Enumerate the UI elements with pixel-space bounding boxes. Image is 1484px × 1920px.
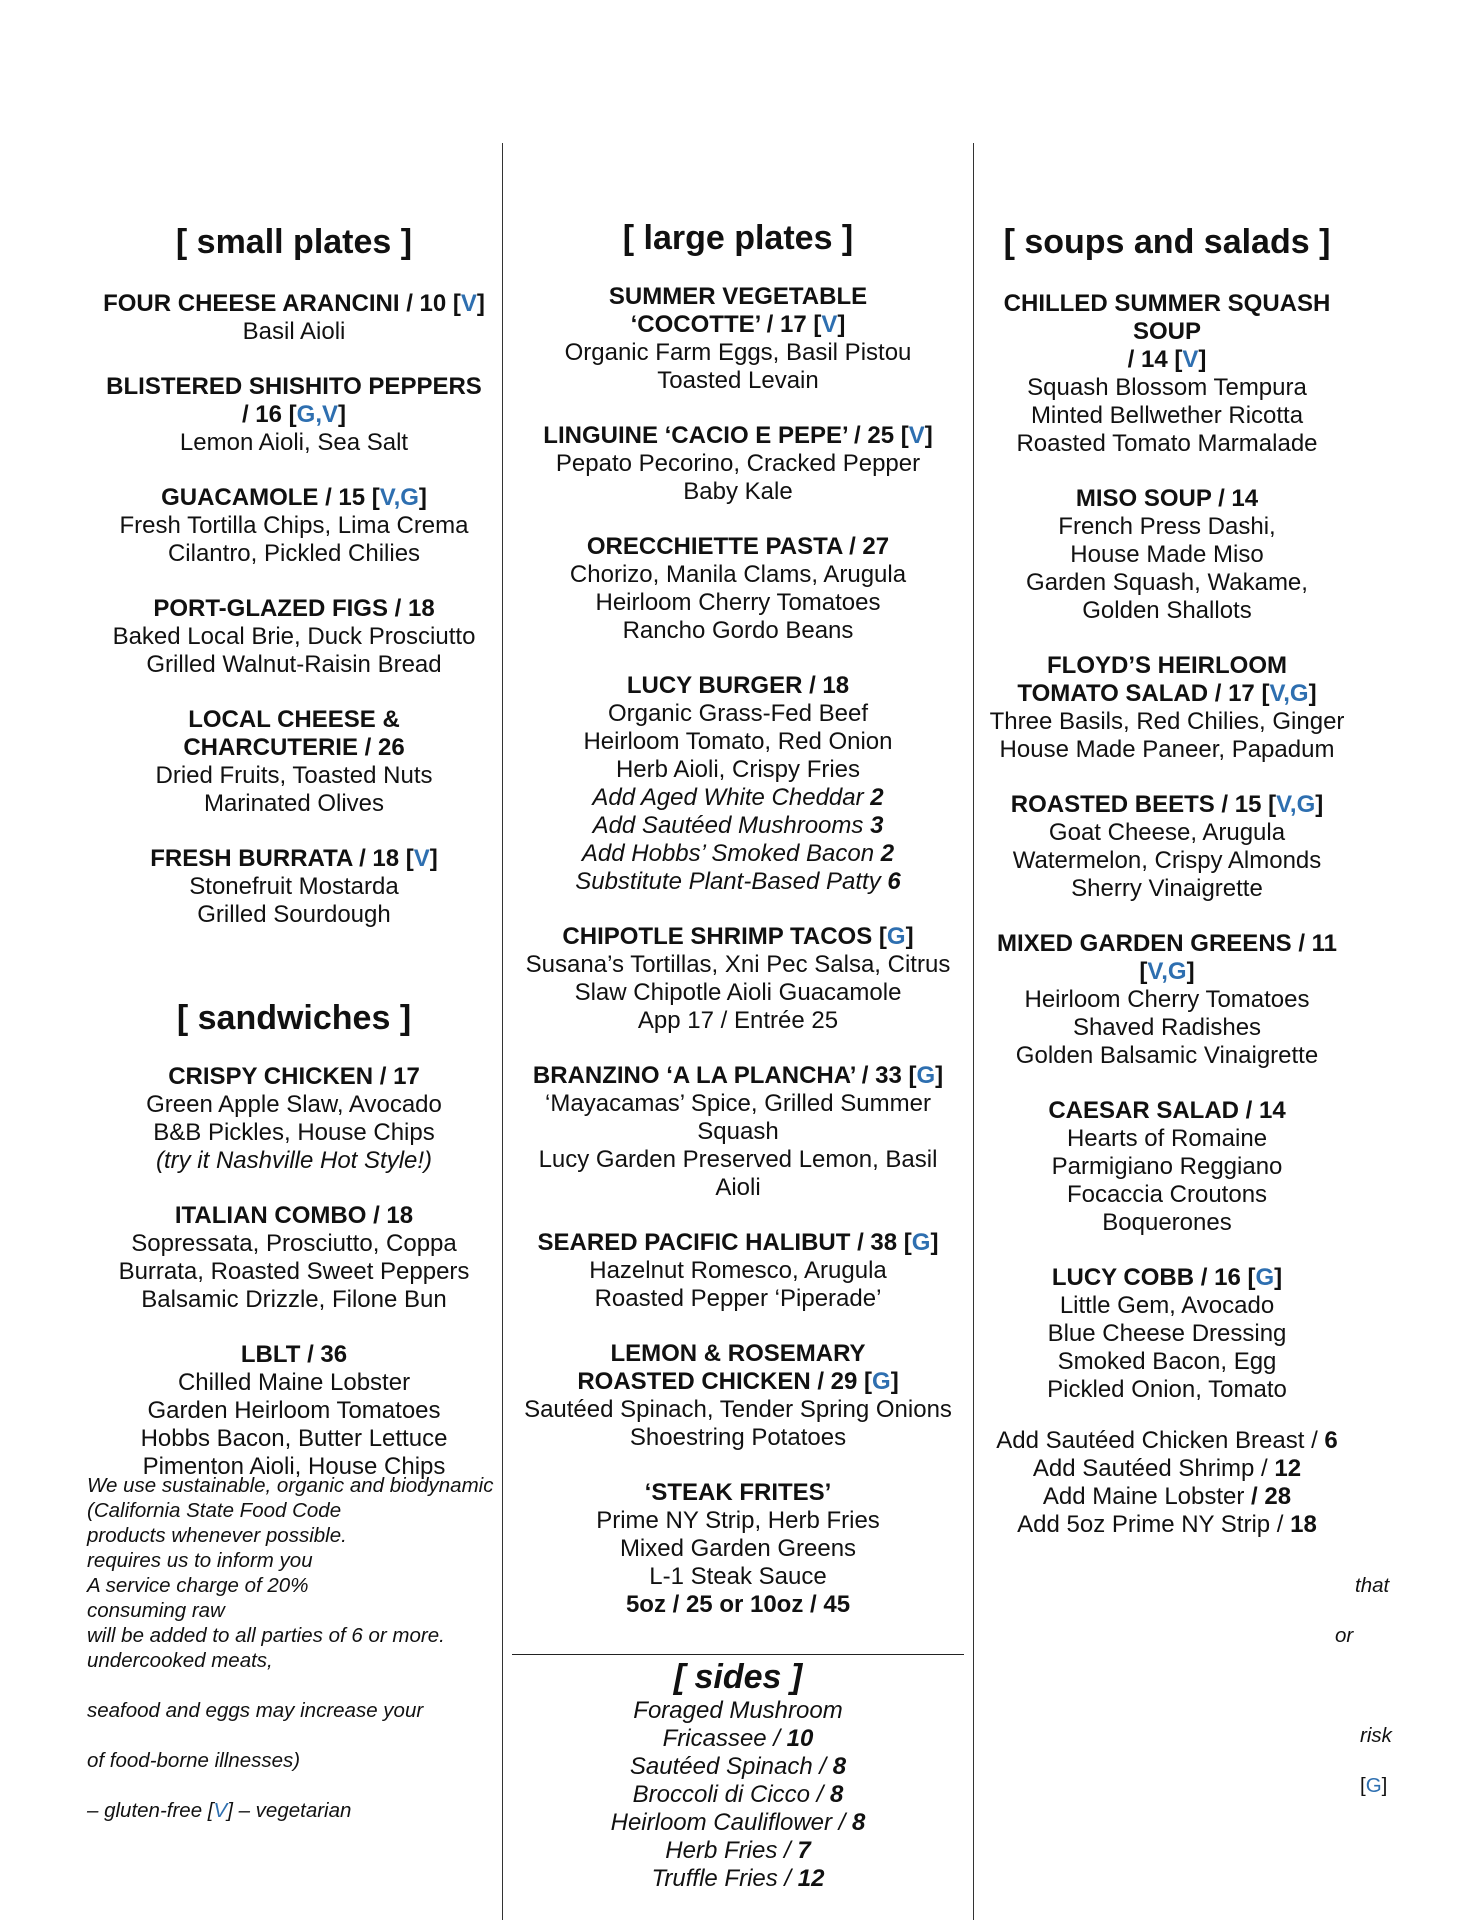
menu-item-description: Grilled Walnut-Raisin Bread xyxy=(146,651,442,678)
menu-item-name-text: FOUR CHEESE ARANCINI / 10 [ xyxy=(103,290,461,317)
menu-item-description: Rancho Gordo Beans xyxy=(622,617,854,644)
menu-item-description: Herb Aioli, Crispy Fries xyxy=(615,756,861,783)
menu-item-description: Sherry Vinaigrette xyxy=(1071,875,1263,902)
addon-price: 6 xyxy=(887,868,901,895)
side-item-price: 12 xyxy=(797,1865,825,1892)
salad-addon-price: 6 xyxy=(1324,1427,1338,1454)
side-item-text: Broccoli di Cicco / xyxy=(632,1781,831,1808)
gluten-close-bracket: ] xyxy=(1381,1774,1388,1797)
menu-item-description: Pimenton Aioli, House Chips xyxy=(142,1453,446,1480)
menu-item-name xyxy=(980,1264,1354,1292)
footnote-line: seafood and eggs may increase your xyxy=(87,1699,424,1722)
menu-item-name-text: LUCY COBB / 16 [ xyxy=(1051,1264,1256,1291)
footnote xyxy=(87,1473,493,1823)
menu-item-description: Squash Blossom Tempura xyxy=(1027,374,1307,401)
menu-item-name xyxy=(90,734,498,762)
menu-item-name xyxy=(980,930,1354,958)
menu-item-description: ‘Mayacamas’ Spice, Grilled Summer xyxy=(545,1090,931,1117)
menu-item-name-text: CRISPY CHICKEN / 17 xyxy=(168,1063,420,1090)
dietary-tag-close: ] xyxy=(429,845,438,872)
menu-item-name xyxy=(512,422,964,450)
side-item xyxy=(512,1753,964,1781)
menu-item xyxy=(512,422,964,506)
soups-salads-heading: [ soups and salads ] xyxy=(1003,223,1331,261)
menu-item-name xyxy=(512,311,964,339)
menu-item-description: Grilled Sourdough xyxy=(197,901,391,928)
menu-item-name xyxy=(90,706,498,734)
menu-item-name xyxy=(90,1202,498,1230)
menu-item-description: Pickled Onion, Tomato xyxy=(1047,1376,1287,1403)
menu-item-description: Chorizo, Manila Clams, Arugula xyxy=(569,561,907,588)
menu-item-description: Parmigiano Reggiano xyxy=(1051,1153,1283,1180)
dietary-tag: G xyxy=(911,1229,931,1256)
addon-price: 3 xyxy=(870,812,884,839)
menu-item-name xyxy=(980,290,1354,318)
menu-item-description: Burrata, Roasted Sweet Peppers xyxy=(118,1258,470,1285)
menu-item-name xyxy=(512,1340,964,1368)
menu-item-name-text: FRESH BURRATA / 18 [ xyxy=(150,845,414,872)
dietary-tag-close: ] xyxy=(890,1368,899,1395)
dietary-tag-close: ] xyxy=(924,422,933,449)
menu-item-name xyxy=(980,318,1354,346)
menu-item-name-text: SOUP xyxy=(1132,318,1201,345)
menu-item-name xyxy=(980,346,1354,374)
footnote-right-risk: risk xyxy=(1360,1724,1392,1747)
menu-item-name xyxy=(980,680,1354,708)
menu-item-name-text: MISO SOUP / 14 xyxy=(1075,485,1259,512)
footnote-right-gluten-tag xyxy=(1360,1774,1387,1798)
sides-divider xyxy=(512,1654,964,1655)
salad-addon-text: Add Sautéed Shrimp / xyxy=(1032,1455,1275,1482)
salad-addon xyxy=(980,1511,1354,1539)
footnote-line: requires us to inform you xyxy=(87,1549,313,1572)
menu-item-description: Organic Grass-Fed Beef xyxy=(607,700,869,727)
menu-item xyxy=(980,652,1354,764)
side-item xyxy=(512,1697,964,1725)
menu-item-name-text: ITALIAN COMBO / 18 xyxy=(174,1202,414,1229)
dietary-tag: V xyxy=(821,311,838,338)
salad-addon xyxy=(980,1483,1354,1511)
addon-price: 2 xyxy=(870,784,884,811)
menu-item-description: Hobbs Bacon, Butter Lettuce xyxy=(140,1425,448,1452)
footnote-line: We use sustainable, organic and biodynamic xyxy=(87,1474,494,1497)
salad-addon-price: 18 xyxy=(1290,1511,1317,1538)
footnote-line xyxy=(87,1673,493,1698)
menu-item-description: Heirloom Tomato, Red Onion xyxy=(583,728,893,755)
side-item-price: 8 xyxy=(852,1809,866,1836)
side-item-text: Sautéed Spinach / xyxy=(629,1753,833,1780)
menu-item-name-text: ‘STEAK FRITES’ xyxy=(644,1479,832,1506)
menu-item xyxy=(980,1264,1354,1404)
large-plates-list xyxy=(512,283,964,1619)
menu-item-description: House Made Miso xyxy=(1070,541,1264,568)
dietary-tag: V,G xyxy=(1276,791,1316,818)
sides-heading: [ sides ] xyxy=(673,1658,803,1696)
addon-text: Add Sautéed Mushrooms xyxy=(592,812,871,839)
legend-vegetarian-tag: V xyxy=(213,1799,228,1822)
menu-item-description: Stonefruit Mostarda xyxy=(189,873,399,900)
menu-item-description: Heirloom Cherry Tomatoes xyxy=(595,589,881,616)
menu-item-name-text: ORECCHIETTE PASTA / 27 xyxy=(586,533,890,560)
menu-item-description: Marinated Olives xyxy=(203,790,385,817)
small-plates-list xyxy=(90,290,498,929)
menu-item xyxy=(512,1062,964,1202)
menu-item-name-text: [ xyxy=(1139,958,1148,985)
side-item-price: 10 xyxy=(786,1725,814,1752)
menu-item-name xyxy=(512,1479,964,1507)
menu-item-name xyxy=(90,1341,498,1369)
menu-item-description: Green Apple Slaw, Avocado xyxy=(146,1091,442,1118)
menu-item-description: Mixed Garden Greens xyxy=(619,1535,857,1562)
salad-addon-text: Add 5oz Prime NY Strip / xyxy=(1017,1511,1291,1538)
dietary-tag-close: ] xyxy=(837,311,846,338)
dietary-tag-close: ] xyxy=(905,923,914,950)
menu-item-name-text: LUCY BURGER / 18 xyxy=(626,672,850,699)
menu-item-description: Lemon Aioli, Sea Salt xyxy=(179,429,409,456)
salad-addons xyxy=(980,1427,1354,1539)
menu-item-description: Blue Cheese Dressing xyxy=(1047,1320,1287,1347)
menu-item-name-text: FLOYD’S HEIRLOOM xyxy=(1047,652,1287,679)
menu-item xyxy=(512,1229,964,1313)
footnote-line xyxy=(87,1773,493,1798)
menu-item-description: App 17 / Entrée 25 xyxy=(637,1007,839,1034)
menu-item-note: (try it Nashville Hot Style!) xyxy=(155,1147,433,1174)
soups-salads-column xyxy=(980,222,1354,1539)
menu-item-name xyxy=(980,485,1354,513)
dietary-tag: G xyxy=(916,1062,936,1089)
side-item xyxy=(512,1725,964,1753)
gluten-open-bracket: [ xyxy=(1360,1774,1366,1797)
menu-item-name-text: BRANZINO ‘A LA PLANCHA’ / 33 [ xyxy=(532,1062,917,1089)
menu-item xyxy=(980,1097,1354,1237)
menu-item-description: Boquerones xyxy=(1102,1209,1232,1236)
menu-item xyxy=(90,1202,498,1314)
dietary-tag: G xyxy=(872,1368,891,1395)
menu-item-description: Pepato Pecorino, Cracked Pepper xyxy=(555,450,921,477)
legend-suffix: ] – vegetarian xyxy=(227,1799,352,1822)
addon-text: Add Hobbs’ Smoked Bacon xyxy=(581,840,881,867)
menu-item-description: Focaccia Croutons xyxy=(1066,1181,1268,1208)
small-plates-column xyxy=(90,222,498,956)
menu-item-name-text: CHILLED SUMMER SQUASH xyxy=(1003,290,1331,317)
dietary-tag: V xyxy=(460,290,477,317)
menu-item xyxy=(980,791,1354,903)
dietary-tag: V,G xyxy=(1269,680,1309,707)
menu-item-description: Basil Aioli xyxy=(242,318,346,345)
menu-item-name xyxy=(90,845,498,873)
addon-price: 2 xyxy=(880,840,895,867)
footnote-right-or: or xyxy=(1335,1624,1354,1647)
menu-item-name-text: LEMON & ROSEMARY xyxy=(610,1340,866,1367)
menu-item-name xyxy=(512,1368,964,1396)
menu-item xyxy=(90,1341,498,1481)
side-item-price: 7 xyxy=(797,1837,811,1864)
menu-item-description: Shoestring Potatoes xyxy=(629,1424,847,1451)
menu-item xyxy=(512,923,964,1035)
menu-item xyxy=(512,1479,964,1619)
side-item xyxy=(512,1837,964,1865)
menu-item-price-line: 5oz / 25 or 10oz / 45 xyxy=(625,1591,851,1618)
salad-addon-text: Add Sautéed Chicken Breast / xyxy=(996,1427,1325,1454)
menu-item-name-text: BLISTERED SHISHITO PEPPERS xyxy=(106,373,482,400)
footnote-line: A service charge of 20% xyxy=(87,1574,309,1597)
menu-item-name-text: ‘COCOTTE’ / 17 [ xyxy=(630,311,822,338)
dietary-tag-close: ] xyxy=(935,1062,944,1089)
menu-item-name xyxy=(90,595,498,623)
side-item-text: Heirloom Cauliflower / xyxy=(610,1809,853,1836)
menu-item-addon xyxy=(512,812,964,840)
footnote-line: (California State Food Code xyxy=(87,1499,342,1522)
footnote-line xyxy=(87,1723,493,1748)
sandwiches-column xyxy=(90,998,498,1508)
menu-item-description: French Press Dashi, xyxy=(1058,513,1276,540)
salad-addon xyxy=(980,1427,1354,1455)
menu-item-description: Garden Heirloom Tomatoes xyxy=(147,1397,441,1424)
footnote-line: undercooked meats, xyxy=(87,1649,273,1672)
menu-item-description: Roasted Pepper ‘Piperade’ xyxy=(594,1285,882,1312)
side-item xyxy=(512,1781,964,1809)
legend-prefix: – gluten-free [ xyxy=(87,1799,214,1822)
menu-item-description: Aioli xyxy=(715,1174,761,1201)
menu-item-addon xyxy=(512,784,964,812)
footnote-line: of food-borne illnesses) xyxy=(87,1749,301,1772)
menu-item-description: Fresh Tortilla Chips, Lima Crema xyxy=(119,512,469,539)
side-item-text: Truffle Fries / xyxy=(651,1865,798,1892)
dietary-tag-close: ] xyxy=(930,1229,939,1256)
dietary-tag: V,G xyxy=(379,484,419,511)
menu-item-description: Watermelon, Crispy Almonds xyxy=(1012,847,1322,874)
dietary-tag: V xyxy=(413,845,430,872)
menu-item-description: Hearts of Romaine xyxy=(1066,1125,1268,1152)
menu-item-description: Goat Cheese, Arugula xyxy=(1048,819,1286,846)
sides-column xyxy=(512,1657,964,1893)
menu-item-name-text: PORT-GLAZED FIGS / 18 xyxy=(153,595,435,622)
menu-item-description: Baked Local Brie, Duck Prosciutto xyxy=(112,623,476,650)
menu-item-name-text: SUMMER VEGETABLE xyxy=(608,283,868,310)
menu-item-description: Golden Shallots xyxy=(1082,597,1252,624)
menu-item-name xyxy=(980,652,1354,680)
salad-addon xyxy=(980,1455,1354,1483)
menu-item-description: Roasted Tomato Marmalade xyxy=(1016,430,1318,457)
salad-addon-price: 12 xyxy=(1274,1455,1302,1482)
menu-item-name-text: LBLT / 36 xyxy=(240,1341,348,1368)
menu-item xyxy=(980,485,1354,625)
dietary-tag-close: ] xyxy=(1198,346,1207,373)
footnote-line: will be added to all parties of 6 or more. xyxy=(87,1624,445,1647)
menu-item xyxy=(90,845,498,929)
menu-item-name xyxy=(90,484,498,512)
menu-item-name xyxy=(90,290,498,318)
menu-item-description: Susana’s Tortillas, Xni Pec Salsa, Citrus xyxy=(525,951,951,978)
menu-item-description: Minted Bellwether Ricotta xyxy=(1030,402,1304,429)
dietary-tag-close: ] xyxy=(338,401,347,428)
menu-item-name xyxy=(90,401,498,429)
menu-item-description: Dried Fruits, Toasted Nuts xyxy=(155,762,433,789)
menu-item-name xyxy=(512,533,964,561)
menu-item-description: Garden Squash, Wakame, xyxy=(1026,569,1308,596)
menu-item-name xyxy=(90,373,498,401)
sandwiches-heading: [ sandwiches ] xyxy=(176,999,412,1037)
menu-item xyxy=(512,533,964,645)
menu-item xyxy=(980,930,1354,1070)
menu-item-name xyxy=(980,791,1354,819)
menu-item-description: Little Gem, Avocado xyxy=(1059,1292,1275,1319)
menu-item xyxy=(90,706,498,818)
menu-item-description: Squash xyxy=(697,1118,779,1145)
menu-item-name xyxy=(980,958,1354,986)
dietary-tag-close: ] xyxy=(1186,958,1195,985)
menu-item-description: Lucy Garden Preserved Lemon, Basil xyxy=(538,1146,938,1173)
large-plates-heading: [ large plates ] xyxy=(622,219,854,257)
dietary-tag: V,G xyxy=(1147,958,1187,985)
dietary-tag: G xyxy=(886,923,906,950)
menu-item xyxy=(90,1063,498,1175)
menu-item-name xyxy=(90,1063,498,1091)
menu-item-name-text: CHARCUTERIE / 26 xyxy=(183,734,405,761)
dietary-legend xyxy=(87,1798,493,1823)
menu-item-name xyxy=(512,1062,964,1090)
side-item-text: Herb Fries / xyxy=(665,1837,798,1864)
menu-item-name-text: GUACAMOLE / 15 [ xyxy=(161,484,380,511)
menu-item-description: Sautéed Spinach, Tender Spring Onions xyxy=(524,1396,952,1423)
menu-item-name xyxy=(512,283,964,311)
sandwiches-list xyxy=(90,1063,498,1481)
menu-item xyxy=(980,290,1354,458)
soups-salads-list xyxy=(980,290,1354,1404)
menu-item xyxy=(90,595,498,679)
footnote-line: consuming raw xyxy=(87,1599,225,1622)
dietary-tag-close: ] xyxy=(418,484,427,511)
dietary-tag: V xyxy=(908,422,925,449)
dietary-tag-close: ] xyxy=(1308,680,1317,707)
menu-item-description: Cilantro, Pickled Chilies xyxy=(167,540,421,567)
salad-addon-text: Add Maine Lobster xyxy=(1042,1483,1252,1510)
menu-item-description: Sopressata, Prosciutto, Coppa xyxy=(131,1230,457,1257)
side-item-text: Fricassee / xyxy=(662,1725,787,1752)
menu-item-name-text: LOCAL CHEESE & xyxy=(188,706,400,733)
menu-item-name-text: / 14 [ xyxy=(1127,346,1183,373)
menu-item xyxy=(90,373,498,457)
footnote-line: products whenever possible. xyxy=(87,1524,347,1547)
side-item-price: 8 xyxy=(832,1753,847,1780)
column-divider-left xyxy=(502,143,503,1920)
menu-item xyxy=(90,290,498,346)
dietary-tag-close: ] xyxy=(1315,791,1324,818)
menu-item xyxy=(512,672,964,896)
sides-list xyxy=(512,1697,964,1893)
menu-item-name xyxy=(980,1097,1354,1125)
menu-item-description: Slaw Chipotle Aioli Guacamole xyxy=(574,979,902,1006)
menu-item-description: Hazelnut Romesco, Arugula xyxy=(589,1257,887,1284)
dietary-tag: G xyxy=(1255,1264,1275,1291)
menu-item-description: L-1 Steak Sauce xyxy=(649,1563,827,1590)
menu-item-description: Toasted Levain xyxy=(657,367,819,394)
side-item-text: Foraged Mushroom xyxy=(633,1697,843,1724)
menu-item-name-text: ROASTED CHICKEN / 29 [ xyxy=(577,1368,873,1395)
footnote-lines xyxy=(87,1473,493,1798)
menu-item-addon xyxy=(512,868,964,896)
menu-item-description: Chilled Maine Lobster xyxy=(177,1369,411,1396)
menu-item-description: House Made Paneer, Papadum xyxy=(999,736,1335,763)
menu-item-name-text: / 16 [ xyxy=(241,401,297,428)
menu-item-name xyxy=(512,923,964,951)
menu-item-description: Shaved Radishes xyxy=(1072,1014,1262,1041)
menu-item-description: Heirloom Cherry Tomatoes xyxy=(1024,986,1310,1013)
menu-item-name-text: ROASTED BEETS / 15 [ xyxy=(1010,791,1277,818)
dietary-tag: G,V xyxy=(296,401,339,428)
menu-item xyxy=(90,484,498,568)
menu-item-name-text: CHIPOTLE SHRIMP TACOS [ xyxy=(562,923,887,950)
menu-item-name-text: TOMATO SALAD / 17 [ xyxy=(1017,680,1270,707)
gluten-tag: G xyxy=(1365,1774,1382,1797)
menu-item-description: Prime NY Strip, Herb Fries xyxy=(596,1507,880,1534)
menu-item-description: Balsamic Drizzle, Filone Bun xyxy=(141,1286,447,1313)
menu-item-name-text: LINGUINE ‘CACIO E PEPE’ / 25 [ xyxy=(543,422,909,449)
menu-item-description: Golden Balsamic Vinaigrette xyxy=(1015,1042,1319,1069)
menu-item-description: Smoked Bacon, Egg xyxy=(1057,1348,1277,1375)
menu-item-description: Organic Farm Eggs, Basil Pistou xyxy=(564,339,912,366)
column-divider-right xyxy=(973,143,974,1920)
side-item xyxy=(512,1809,964,1837)
salad-addon-price: / 28 xyxy=(1251,1483,1292,1510)
menu-item xyxy=(512,1340,964,1452)
menu-item-name xyxy=(512,1229,964,1257)
side-item xyxy=(512,1865,964,1893)
menu-item-name xyxy=(512,672,964,700)
addon-text: Add Aged White Cheddar xyxy=(592,784,871,811)
small-plates-heading: [ small plates ] xyxy=(175,223,413,261)
menu-item-addon xyxy=(512,840,964,868)
side-item-price: 8 xyxy=(830,1781,844,1808)
footnote-right-that: that xyxy=(1355,1574,1390,1597)
dietary-tag-close: ] xyxy=(476,290,485,317)
addon-text: Substitute Plant-Based Patty xyxy=(575,868,888,895)
menu-item-name-text: CAESAR SALAD / 14 xyxy=(1048,1097,1286,1124)
menu-item xyxy=(512,283,964,395)
large-plates-column xyxy=(512,218,964,1646)
menu-item-description: Three Basils, Red Chilies, Ginger xyxy=(989,708,1345,735)
dietary-tag: V xyxy=(1182,346,1199,373)
menu-item-description: B&B Pickles, House Chips xyxy=(153,1119,435,1146)
menu-item-name-text: SEARED PACIFIC HALIBUT / 38 [ xyxy=(537,1229,912,1256)
menu-item-description: Baby Kale xyxy=(683,478,793,505)
dietary-tag-close: ] xyxy=(1274,1264,1283,1291)
menu-item-name-text: MIXED GARDEN GREENS / 11 xyxy=(996,930,1338,957)
